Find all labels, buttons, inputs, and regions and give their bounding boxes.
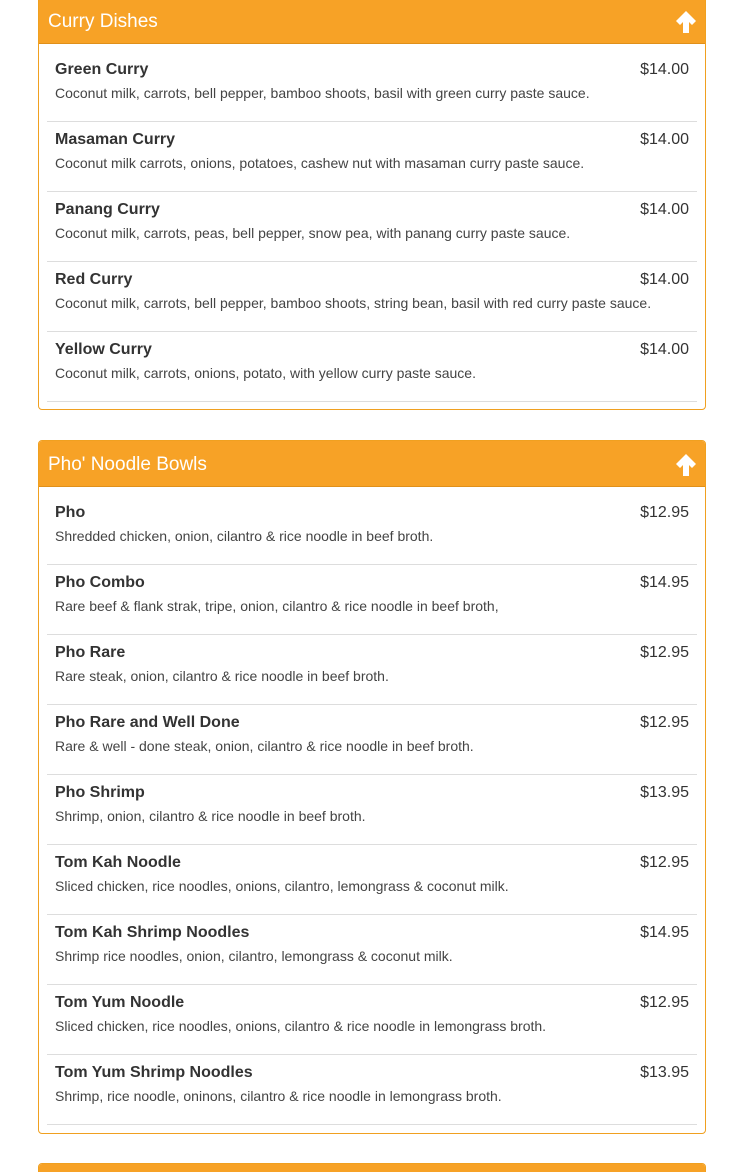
section-title: Curry Dishes xyxy=(48,11,158,32)
item-name: Tom Yum Noodle xyxy=(55,994,185,1011)
item-name: Pho Shrimp xyxy=(55,784,145,801)
item-name: Green Curry xyxy=(55,61,149,78)
item-name: Yellow Curry xyxy=(55,341,152,358)
section-pho-noodle-bowls xyxy=(38,440,706,1134)
arrow-up-icon[interactable] xyxy=(675,10,697,34)
section-heading xyxy=(39,0,705,44)
item-description: Shrimp, rice noodle, oninons, cilantro & rice noodle in lemongrass broth. xyxy=(55,1088,502,1104)
menu-item[interactable] xyxy=(47,915,697,985)
item-description: Coconut milk carrots, onions, potatoes, cashew nut with masaman curry paste sauce. xyxy=(55,155,585,171)
item-price: $12.95 xyxy=(640,714,689,731)
item-description: Coconut milk, carrots, bell pepper, bamboo shoots, basil with green curry paste sauce. xyxy=(55,85,590,101)
section-curry-dishes xyxy=(38,0,706,410)
section-heading xyxy=(39,441,705,487)
section-title: Pho' Noodle Bowls xyxy=(48,454,207,475)
menu-item[interactable] xyxy=(47,1055,697,1125)
item-description: Rare & well - done steak, onion, cilantro & rice noodle in beef broth. xyxy=(55,738,474,754)
menu-item[interactable] xyxy=(47,52,697,122)
section-heading xyxy=(39,1164,705,1172)
item-description: Coconut milk, carrots, bell pepper, bamboo shoots, string bean, basil with red curry paste sauce. xyxy=(55,295,652,311)
item-name: Pho Rare xyxy=(55,644,126,661)
item-name: Panang Curry xyxy=(55,201,160,218)
menu-item[interactable] xyxy=(47,332,697,402)
menu-item[interactable] xyxy=(47,985,697,1055)
item-price: $12.95 xyxy=(640,854,689,871)
item-name: Tom Kah Noodle xyxy=(55,854,181,871)
item-price: $12.95 xyxy=(640,644,689,661)
item-name: Pho Rare and Well Done xyxy=(55,714,240,731)
item-price: $14.95 xyxy=(640,924,689,941)
item-name: Tom Kah Shrimp Noodles xyxy=(55,924,250,941)
menu-item[interactable] xyxy=(47,635,697,705)
item-description: Sliced chicken, rice noodles, onions, cilantro, lemongrass & coconut milk. xyxy=(55,878,509,894)
menu-item[interactable] xyxy=(47,565,697,635)
item-name: Tom Yum Shrimp Noodles xyxy=(55,1064,253,1081)
item-price: $14.95 xyxy=(640,574,689,591)
item-price: $14.00 xyxy=(640,341,689,358)
menu-item[interactable] xyxy=(47,705,697,775)
section-next xyxy=(38,1163,706,1172)
item-description: Shrimp, onion, cilantro & rice noodle in beef broth. xyxy=(55,808,366,824)
item-description: Shredded chicken, onion, cilantro & rice noodle in beef broth. xyxy=(55,528,434,544)
menu-item[interactable] xyxy=(47,775,697,845)
section-items xyxy=(39,44,705,402)
section-items xyxy=(39,487,705,1125)
item-name: Pho xyxy=(55,504,86,521)
item-name: Red Curry xyxy=(55,271,133,288)
arrow-up-icon[interactable] xyxy=(675,453,697,477)
item-description: Sliced chicken, rice noodles, onions, cilantro & rice noodle in lemongrass broth. xyxy=(55,1018,547,1034)
menu-item[interactable] xyxy=(47,122,697,192)
item-description: Rare steak, onion, cilantro & rice noodle in beef broth. xyxy=(55,668,389,684)
item-price: $14.00 xyxy=(640,131,689,148)
item-name: Masaman Curry xyxy=(55,131,176,148)
item-price: $12.95 xyxy=(640,994,689,1011)
menu-item[interactable] xyxy=(47,845,697,915)
item-price: $13.95 xyxy=(640,784,689,801)
item-description: Coconut milk, carrots, peas, bell pepper, snow pea, with panang curry paste sauce. xyxy=(55,225,571,241)
item-description: Coconut milk, carrots, onions, potato, with yellow curry paste sauce. xyxy=(55,365,476,381)
menu-item[interactable] xyxy=(47,192,697,262)
item-price: $14.00 xyxy=(640,271,689,288)
item-price: $12.95 xyxy=(640,504,689,521)
menu-item[interactable] xyxy=(47,262,697,332)
item-price: $14.00 xyxy=(640,61,689,78)
item-price: $14.00 xyxy=(640,201,689,218)
item-name: Pho Combo xyxy=(55,574,145,591)
menu-item[interactable] xyxy=(47,495,697,565)
item-description: Rare beef & flank strak, tripe, onion, cilantro & rice noodle in beef broth, xyxy=(55,598,499,614)
item-price: $13.95 xyxy=(640,1064,689,1081)
item-description: Shrimp rice noodles, onion, cilantro, lemongrass & coconut milk. xyxy=(55,948,453,964)
